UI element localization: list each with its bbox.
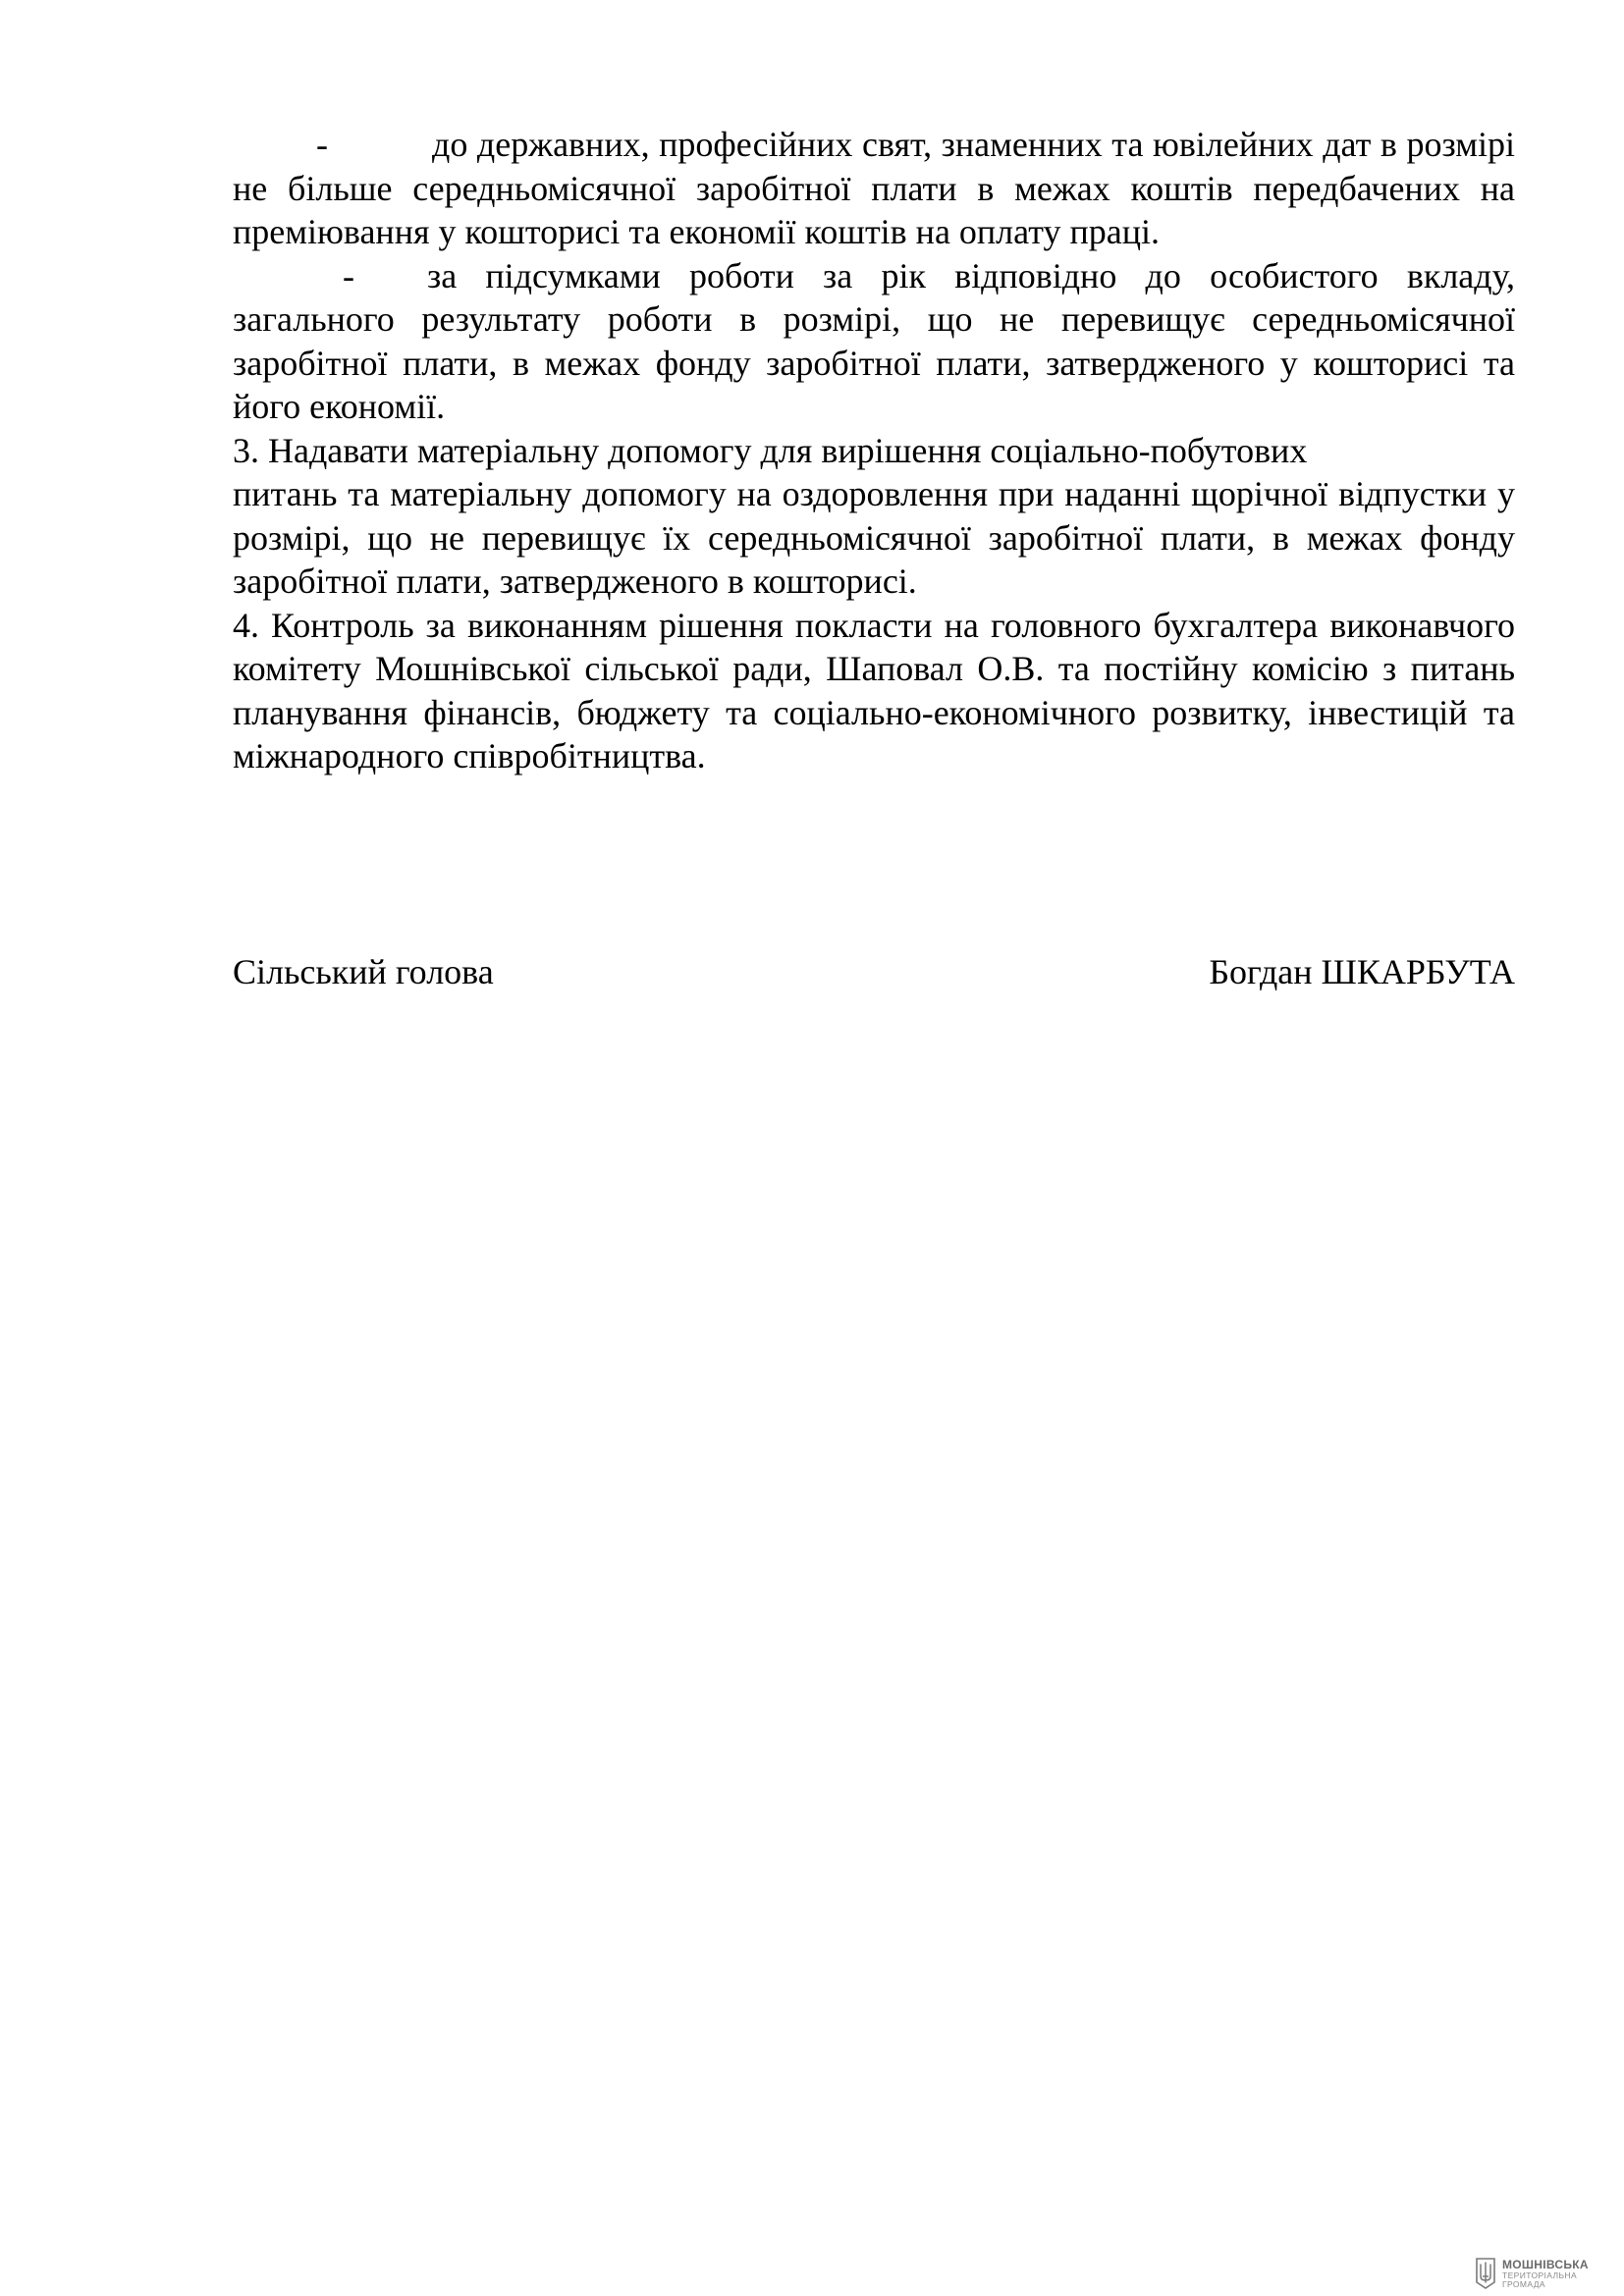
- document-body: [233, 123, 1515, 778]
- logo-line-community-name: МОШНІВСЬКА: [1502, 2257, 1589, 2271]
- logo-text: [1502, 2259, 1589, 2289]
- logo-line-territorial: ТЕРИТОРІАЛЬНА: [1502, 2269, 1578, 2280]
- community-logo: [1475, 2254, 1589, 2293]
- bullet-paragraph-holidays: [233, 123, 1515, 254]
- signatory-name: Богдан ШКАРБУТА: [1209, 952, 1515, 991]
- logo-line-community: ГРОМАДА: [1502, 2279, 1545, 2289]
- item-3-lead-line: 3. Надавати матеріальну допомогу для вирішення соціально-побутових: [233, 430, 1308, 470]
- bullet-text-holidays: до державних, професійних свят, знаменних та ювілейних дат в розмірі не більше середньомісячної заробітної плати в межах коштів передбачених на преміювання у кошторисі та економії коштів на оплату праці.: [233, 125, 1515, 251]
- item-3-text: питань та матеріальну допомогу на оздоровлення при наданні щорічної відпустки у розмірі, що не перевищує їх середньомісячної заробітної плати, в межах фонду заробітної плати, затвердженого в кошторисі.: [233, 474, 1515, 601]
- trident-icon: [1475, 2257, 1496, 2290]
- bullet-dash: -: [343, 255, 354, 295]
- signature-block: [233, 950, 1515, 993]
- signatory-position: Сільський голова: [233, 952, 494, 991]
- bullet-dash: -: [316, 125, 328, 164]
- bullet-text-annual-results: за підсумками роботи за рік відповідно до особистого вкладу, загального результату роботи в розмірі, що не перевищує середньомісячної заробітної плати, в межах фонду заробітної плати, затвердженого у кошторисі та його економії.: [233, 255, 1515, 426]
- bullet-paragraph-annual-results: [233, 254, 1515, 429]
- item-4-text: 4. Контроль за виконанням рішення покласти на головного бухгалтера виконавчого комітету Мошнівської сільської ради, Шаповал О.В. та постійну комісію з питань планування фінансів, бюджету та соціально-економічного розвитку, інвестицій та міжнародного співробітництва.: [233, 605, 1515, 775]
